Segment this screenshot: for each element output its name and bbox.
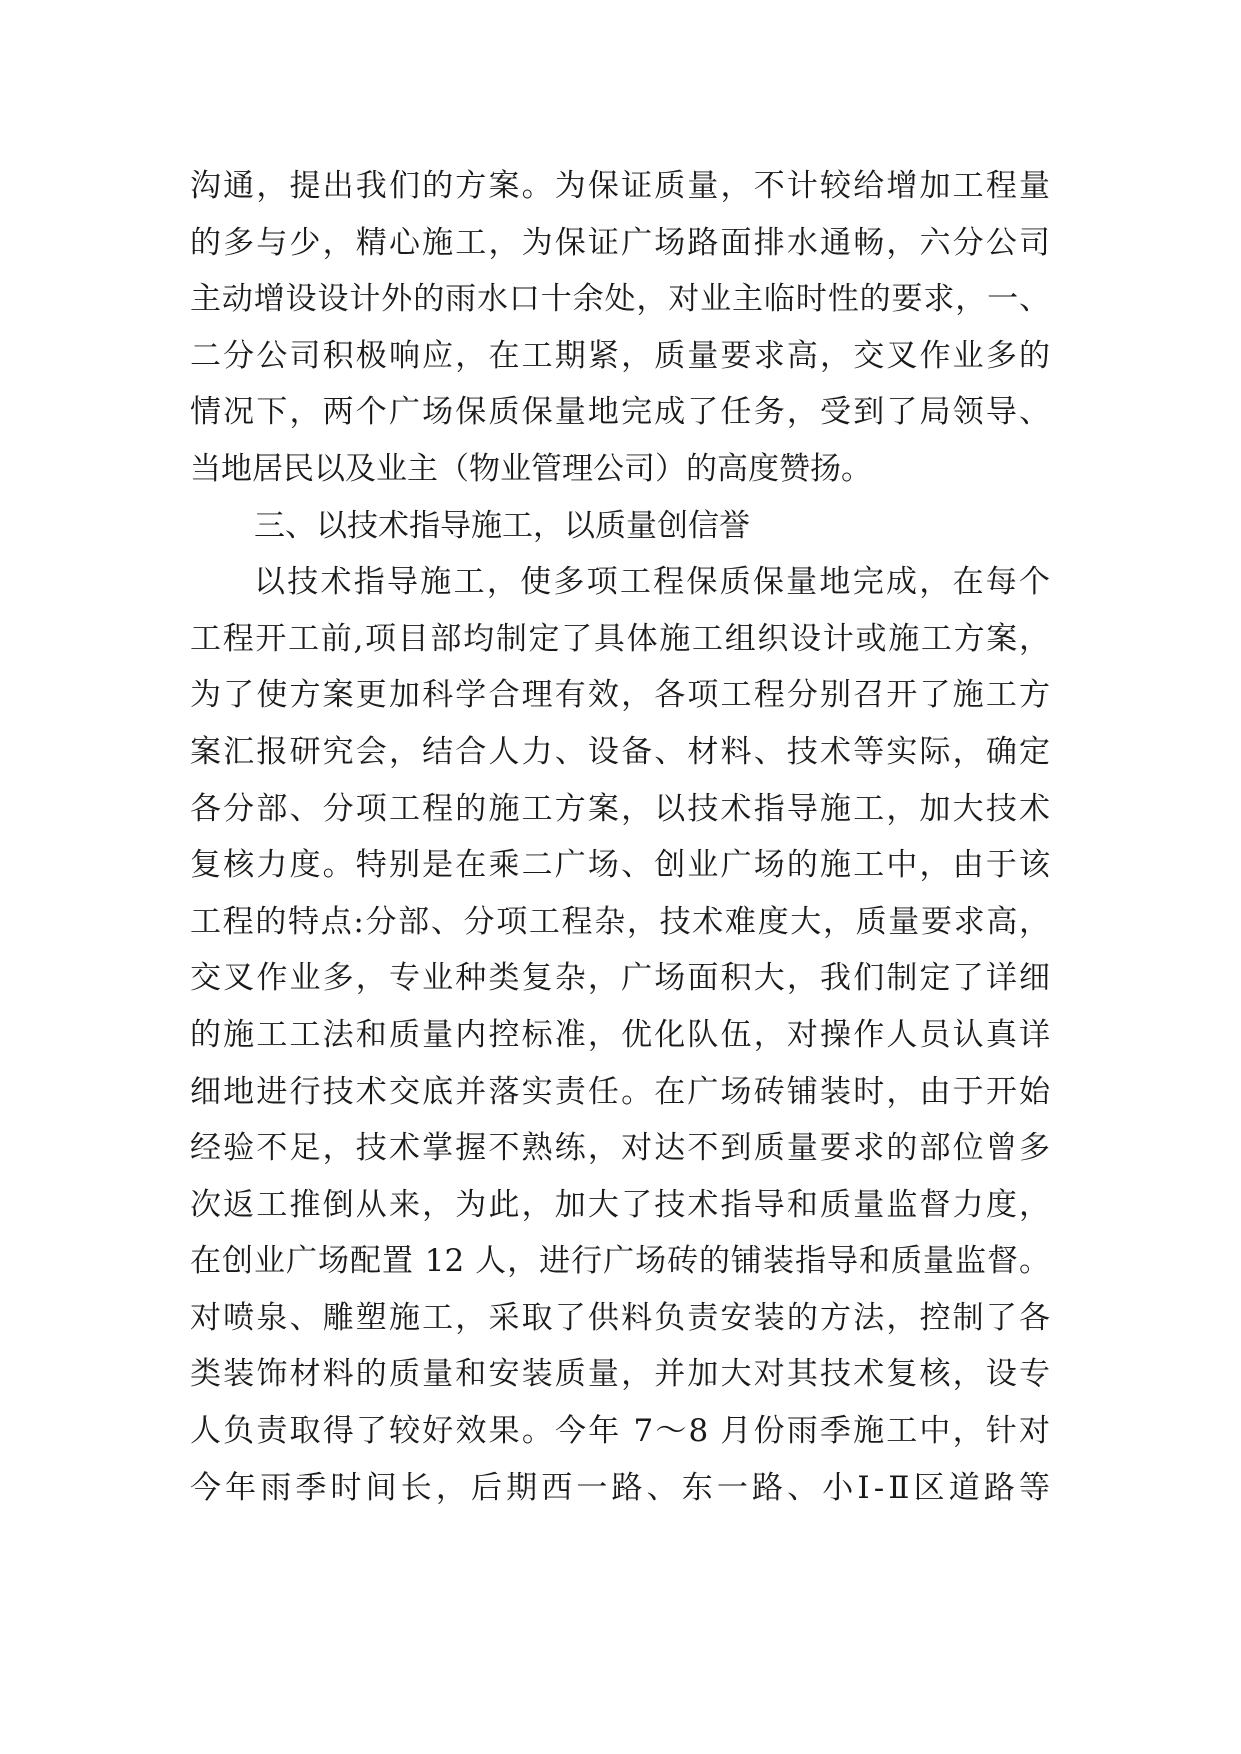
text-line: 人负责取得了较好效果。今年 7～8 月份雨季施工中，针对 — [190, 1413, 1050, 1450]
text-line: 复核力度。特别是在乘二广场、创业广场的施工中，由于该 — [190, 847, 1050, 884]
text-line: 经验不足，技术掌握不熟练，对达不到质量要求的部位曾多 — [190, 1130, 1050, 1167]
text-line: 案汇报研究会，结合人力、设备、材料、技术等实际，确定 — [190, 733, 1050, 770]
text-line: 的多与少，精心施工，为保证广场路面排水通畅，六分公司 — [190, 224, 1050, 261]
text-line: 类装饰材料的质量和安装质量，并加大对其技术复核，设专 — [190, 1356, 1050, 1393]
text-line: 在创业广场配置 12 人，进行广场砖的铺装指导和质量监督。 — [190, 1243, 1050, 1280]
text-line: 工程的特点:分部、分项工程杂，技术难度大，质量要求高， — [190, 903, 1050, 940]
text-line: 为了使方案更加科学合理有效，各项工程分别召开了施工方 — [190, 677, 1050, 714]
text-line: 主动增设设计外的雨水口十余处，对业主临时性的要求，一、 — [190, 281, 1050, 318]
text-line: 工程开工前,项目部均制定了具体施工组织设计或施工方案， — [190, 620, 1050, 657]
text-line: 细地进行技术交底并落实责任。在广场砖铺装时，由于开始 — [190, 1073, 1050, 1110]
text-line: 二分公司积极响应，在工期紧，质量要求高，交叉作业多的 — [190, 337, 1050, 374]
text-line: 各分部、分项工程的施工方案，以技术指导施工，加大技术 — [190, 790, 1050, 827]
text-line: 次返工推倒从来，为此，加大了技术指导和质量监督力度， — [190, 1186, 1050, 1223]
text-line: 沟通，提出我们的方案。为保证质量，不计较给增加工程量 — [190, 168, 1050, 204]
text-line: 情况下，两个广场保质保量地完成了任务，受到了局领导、 — [190, 394, 1050, 431]
text-line: 的施工工法和质量内控标准，优化队伍，对操作人员认真详 — [190, 1016, 1050, 1053]
text-line: 当地居民以及业主（物业管理公司）的高度赞扬。 — [190, 450, 872, 487]
text-line: 对喷泉、雕塑施工，采取了供料负责安装的方法，控制了各 — [190, 1299, 1050, 1336]
body-text — [190, 158, 1050, 1516]
text-line: 交叉作业多，专业种类复杂，广场面积大，我们制定了详细 — [190, 960, 1050, 997]
text-line: 今年雨季时间长，后期西一路、东一路、小Ⅰ-Ⅱ区道路等 — [190, 1469, 1050, 1506]
text-line: 以技术指导施工，使多项工程保质保量地完成，在每个 — [254, 564, 1050, 601]
section-heading: 三、以技术指导施工，以质量创信誉 — [254, 507, 750, 544]
